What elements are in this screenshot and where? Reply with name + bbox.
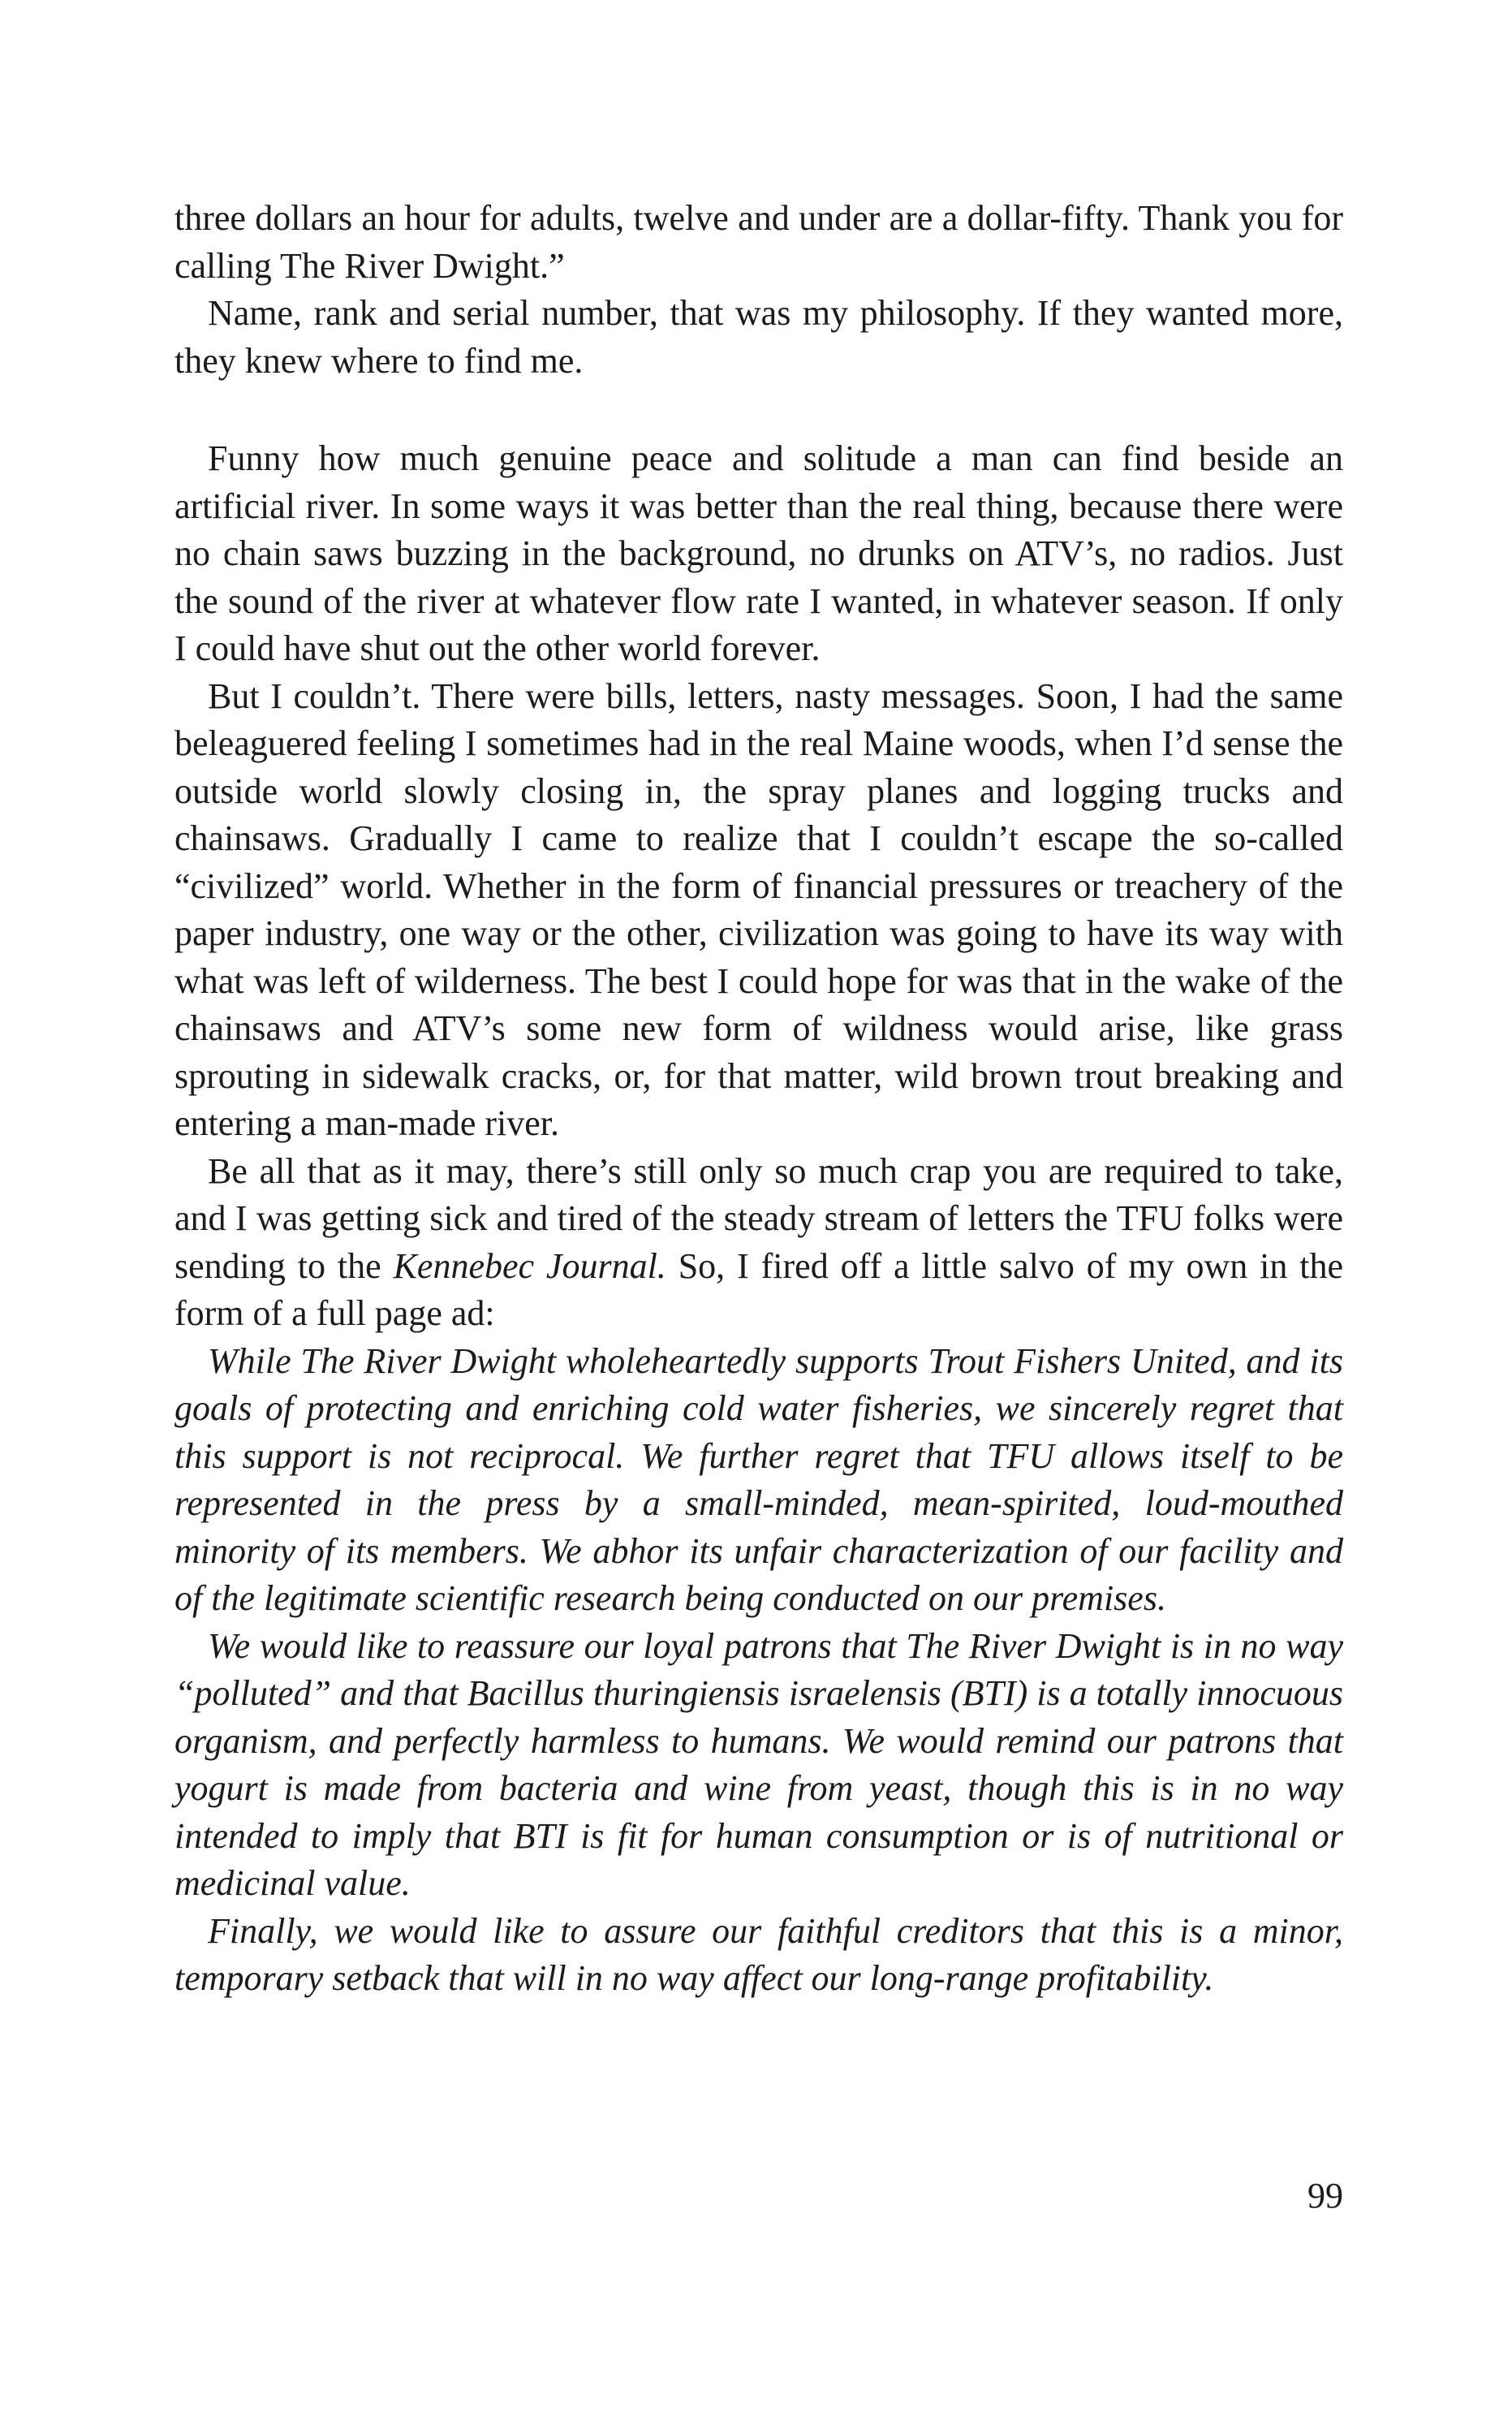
- ad-paragraph-support: While The River Dwight wholeheartedly supports Trout Fishers United, and its goals of protecting and enriching cold water fisheries, we sincerely regret that this support is not reciprocal. We further regret that TFU allows itself to be represented in the press by a small-minded, mean-spirited, loud-mouthed minority of its members. We abhor its unfair characterization of our facility and of the legitimate scientific research being conducted on our premises.: [174, 1340, 1343, 1618]
- ad-intro-text-end: So, I fired off a little salvo of my own in the form of a full page ad:: [174, 1245, 1343, 1333]
- paragraph-philosophy: Name, rank and serial number, that was my philosophy. If they wanted more, they knew where to find me.: [174, 293, 1343, 381]
- newspaper-title: Kennebec Journal.: [393, 1245, 666, 1286]
- paragraph-artificial-river: Funny how much genuine peace and solitude a man can find beside an artificial river. In some ways it was better than the real thing, because there were no chain saws buzzing in the background, no drunks on ATV’s, no radios. Just the sound of the river at whatever flow rate I wanted, in whatever season. If only I could have shut out the other world forever.: [174, 438, 1343, 668]
- ad-paragraph-creditors: Finally, we would like to assure our faithful creditors that this is a minor, temporary setback that will in no way affect our long-range profitability.: [174, 1910, 1343, 1998]
- ad-intro-text-start: Be all that as it may, there’s still only so much crap you are required to take, and I was getting sick and tired of the steady stream of letters the TFU folks were sending to the: [174, 1150, 1343, 1286]
- page-body: [174, 195, 1343, 2003]
- page-number: 99: [1307, 2176, 1343, 2216]
- paragraph-full-page-ad-intro: [174, 1148, 1343, 1338]
- paragraph-civilized-world: But I couldn’t. There were bills, letters, nasty messages. Soon, I had the same beleaguered feeling I sometimes had in the real Maine woods, when I’d sense the outside world slowly closing in, the spray planes and logging trucks and chainsaws. Gradually I came to realize that I couldn’t escape the so-called “civilized” world. Whether in the form of financial pressures or treachery of the paper industry, one way or the other, civilization was going to have its way with what was left of wilderness. The best I could hope for was that in the wake of the chainsaws and ATV’s some new form of wildness would arise, like grass sprouting in sidewalk cracks, or, for that matter, wild brown trout breaking and entering a man-made river.: [174, 675, 1343, 1143]
- ad-paragraph-reassurance: We would like to reassure our loyal patrons that The River Dwight is in no way “polluted” and that Bacillus thuringiensis israelensis (BTI) is a totally innocuous organism, and perfectly harmless to humans. We would remind our patrons that yogurt is made from bacteria and wine from yeast, though this is in no way intended to imply that BTI is fit for human consumption or is of nutritional or medicinal value.: [174, 1625, 1343, 1903]
- paragraph-phone-message-end: three dollars an hour for adults, twelve and under are a dollar-fifty. Thank you for calling The River Dwight.”: [174, 198, 1343, 286]
